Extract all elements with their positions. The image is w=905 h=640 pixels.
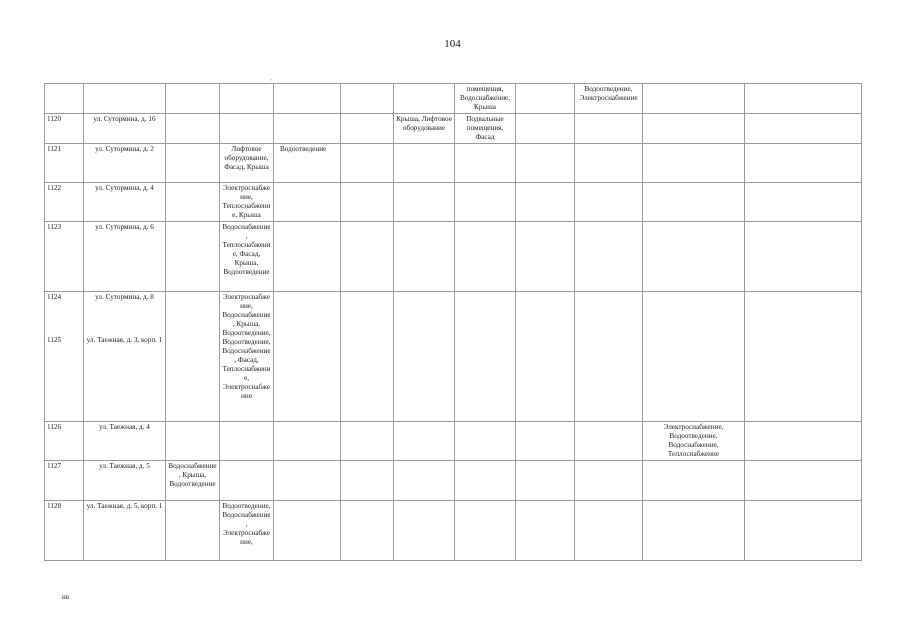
work-type-cell <box>166 222 220 292</box>
work-type-cell <box>575 422 643 461</box>
work-type-cell <box>166 461 220 501</box>
work-type-cell <box>274 461 341 501</box>
work-type-cell <box>575 183 643 222</box>
row-number <box>45 84 84 114</box>
address-cell <box>84 114 166 144</box>
address-cell <box>84 292 166 422</box>
work-type-cell <box>394 114 455 144</box>
row-number-text: 1125 <box>47 336 62 344</box>
work-type-cell <box>166 84 220 114</box>
work-type-cell <box>394 501 455 561</box>
row-number-text: 1120 <box>47 115 62 123</box>
work-type-cell <box>341 183 394 222</box>
work-type-cell <box>745 84 862 114</box>
work-type-cell <box>220 292 274 422</box>
work-type-cell <box>516 144 575 183</box>
table-row <box>45 292 862 422</box>
work-type-cell <box>575 461 643 501</box>
work-type-cell <box>341 422 394 461</box>
work-type-text: Водоснабжение, Теплоснабжение, Фасад, Крыша, Водоотведение <box>222 223 271 276</box>
address-text: ул. Сутормина, д. 6 <box>95 223 154 231</box>
work-type-text: Подвальные помещения, Фасад <box>466 115 504 141</box>
work-type-cell <box>274 144 341 183</box>
work-type-cell <box>516 114 575 144</box>
work-type-cell <box>220 84 274 114</box>
work-type-cell <box>575 292 643 422</box>
work-type-cell <box>455 292 516 422</box>
address-text: ул. Сутормина, д. 2 <box>95 145 154 153</box>
work-type-cell <box>166 183 220 222</box>
work-type-cell <box>455 461 516 501</box>
work-type-cell <box>394 292 455 422</box>
work-type-cell <box>166 144 220 183</box>
address-cell <box>84 461 166 501</box>
row-number <box>45 144 84 183</box>
work-type-cell <box>516 183 575 222</box>
work-type-cell <box>643 84 745 114</box>
work-type-cell <box>341 114 394 144</box>
work-type-cell <box>745 222 862 292</box>
work-type-cell <box>274 84 341 114</box>
table-row <box>45 114 862 144</box>
work-type-cell <box>341 292 394 422</box>
row-number <box>45 222 84 292</box>
address-text: ул. Таежная, д. 4 <box>99 423 150 431</box>
work-type-cell <box>643 183 745 222</box>
work-type-cell <box>643 114 745 144</box>
work-type-cell <box>455 222 516 292</box>
table-row <box>45 84 862 114</box>
work-type-cell <box>643 222 745 292</box>
work-type-cell <box>643 461 745 501</box>
work-type-cell <box>274 422 341 461</box>
work-type-cell <box>455 114 516 144</box>
stray-mark: ´ <box>270 80 272 86</box>
table-row <box>45 461 862 501</box>
row-number-text: 1127 <box>47 462 62 470</box>
work-type-cell <box>745 501 862 561</box>
row-number-text: 1123 <box>47 223 62 231</box>
work-type-cell <box>643 292 745 422</box>
address-cell <box>84 422 166 461</box>
work-type-cell <box>274 501 341 561</box>
work-type-text: Водоотведение <box>280 145 327 153</box>
work-type-cell <box>516 292 575 422</box>
row-number <box>45 461 84 501</box>
work-type-text: Водоснабжение, Крыша, Водоотведение <box>168 462 217 488</box>
work-type-cell <box>274 292 341 422</box>
address-cell <box>84 183 166 222</box>
work-type-cell <box>394 422 455 461</box>
work-type-cell <box>455 183 516 222</box>
footer-mark: нв <box>62 593 70 601</box>
work-type-text: Электроснабжение, Теплоснабжение, Крыша <box>222 184 271 219</box>
address-text: ул. Таежная, д. 5, корп. 1 <box>86 502 163 510</box>
work-type-cell <box>220 183 274 222</box>
work-type-cell <box>274 114 341 144</box>
address-spacer <box>86 302 163 336</box>
work-type-cell <box>166 114 220 144</box>
work-type-cell <box>745 144 862 183</box>
work-type-cell <box>274 183 341 222</box>
work-type-cell <box>394 461 455 501</box>
work-type-cell <box>575 222 643 292</box>
work-type-cell <box>166 422 220 461</box>
work-type-cell <box>220 422 274 461</box>
work-type-cell <box>341 84 394 114</box>
work-type-cell <box>166 292 220 422</box>
address-text: ул. Таежная, д. 3, корп. 1 <box>86 336 163 344</box>
address-cell <box>84 144 166 183</box>
work-type-cell <box>516 422 575 461</box>
work-type-cell <box>516 84 575 114</box>
row-number-text: 1124 <box>47 293 62 301</box>
address-cell <box>84 84 166 114</box>
work-type-cell <box>341 461 394 501</box>
work-type-cell <box>341 222 394 292</box>
row-number-text: 1122 <box>47 184 62 192</box>
address-text: ул. Таежная, д. 5 <box>99 462 150 470</box>
table-row <box>45 222 862 292</box>
work-type-cell <box>220 144 274 183</box>
row-number-text: 1121 <box>47 145 62 153</box>
table-body <box>45 84 862 561</box>
register-table <box>44 83 862 561</box>
work-type-text: Лифтовое оборудование, Фасад, Крыша <box>224 145 269 171</box>
work-type-text: Электроснабжение, Водоснабжение, Крыша, Водоотведение, Водоотведение, Водоснабжение, Фасад, Теплоснабжение, Электроснабжение <box>222 293 271 400</box>
work-type-text: помещения, Водоснабжение, Крыша <box>459 85 511 111</box>
work-type-cell <box>575 144 643 183</box>
row-number-text: 1126 <box>47 423 62 431</box>
table-row <box>45 422 862 461</box>
row-spacer <box>47 302 81 336</box>
work-type-text: Электроснабжение, Водоотведение, Водоснабжение, Теплоснабжение <box>663 423 724 458</box>
address-cell <box>84 222 166 292</box>
work-type-cell <box>394 84 455 114</box>
work-type-cell <box>455 422 516 461</box>
work-type-cell <box>220 114 274 144</box>
work-type-cell <box>745 461 862 501</box>
work-type-cell <box>516 222 575 292</box>
row-number <box>45 114 84 144</box>
work-type-cell <box>394 222 455 292</box>
address-text: ул. Сутормина, д. 4 <box>95 184 154 192</box>
page-number: 104 <box>444 38 461 50</box>
work-type-cell <box>341 501 394 561</box>
work-type-cell <box>643 144 745 183</box>
work-type-cell <box>643 422 745 461</box>
work-type-cell <box>274 222 341 292</box>
row-number <box>45 422 84 461</box>
work-type-cell <box>745 292 862 422</box>
row-number <box>45 501 84 561</box>
work-type-cell <box>745 422 862 461</box>
table-row <box>45 183 862 222</box>
work-type-cell <box>220 501 274 561</box>
work-type-cell <box>220 461 274 501</box>
work-type-cell <box>341 144 394 183</box>
work-type-cell <box>166 501 220 561</box>
work-type-cell <box>516 501 575 561</box>
work-type-cell <box>643 501 745 561</box>
work-type-cell <box>220 222 274 292</box>
work-type-cell <box>575 84 643 114</box>
table-row <box>45 144 862 183</box>
work-type-cell <box>455 144 516 183</box>
row-number <box>45 292 84 422</box>
row-number-text: 1128 <box>47 502 62 510</box>
work-type-text: Водоотведение, Электроснабжение <box>579 85 638 102</box>
work-type-cell <box>745 183 862 222</box>
table-row <box>45 501 862 561</box>
work-type-text: Водоотведение, Водоснабжение, Электроснабжение, <box>222 502 271 546</box>
work-type-cell <box>575 114 643 144</box>
work-type-text: Крыша, Лифтовое оборудование <box>396 115 452 132</box>
work-type-cell <box>745 114 862 144</box>
work-type-cell <box>455 501 516 561</box>
work-type-cell <box>394 144 455 183</box>
work-type-cell <box>455 84 516 114</box>
work-type-cell <box>516 461 575 501</box>
address-text: ул. Сутормина, д. 8 <box>95 293 154 301</box>
address-text: ул. Сутормина, д. 16 <box>93 115 156 123</box>
work-type-cell <box>575 501 643 561</box>
work-type-cell <box>394 183 455 222</box>
row-number <box>45 183 84 222</box>
address-cell <box>84 501 166 561</box>
